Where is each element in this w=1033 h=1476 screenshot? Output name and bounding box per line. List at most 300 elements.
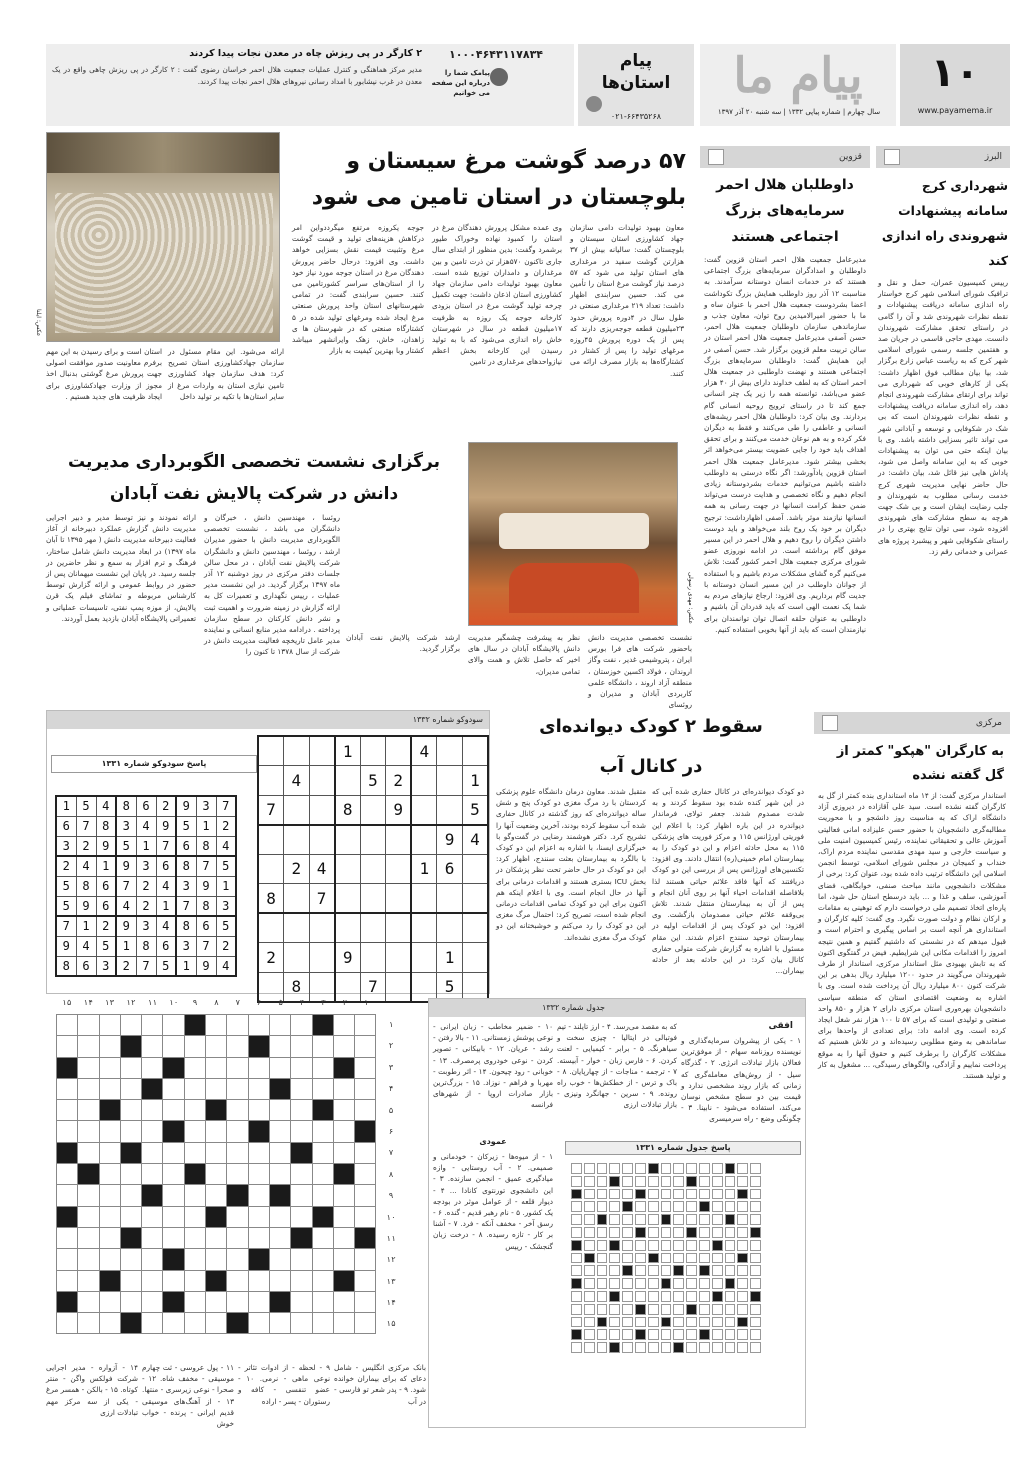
crossword-cell[interactable] <box>120 1206 141 1227</box>
grid-cell[interactable]: 8 <box>335 795 361 825</box>
crossword-cell[interactable] <box>184 1291 205 1312</box>
crossword-cell[interactable] <box>269 1227 290 1248</box>
answer-row <box>571 1240 761 1251</box>
crossword-cell[interactable] <box>248 1057 269 1078</box>
grid-cell[interactable] <box>462 736 488 766</box>
grid-cell[interactable]: 4 <box>284 766 309 796</box>
grid-cell[interactable] <box>411 766 437 796</box>
crossword-cell[interactable] <box>355 1313 376 1334</box>
crossword-cell[interactable] <box>99 1121 120 1142</box>
crossword-cell[interactable] <box>227 1121 248 1142</box>
crossword-cell[interactable] <box>57 1227 78 1248</box>
crossword-cell[interactable] <box>291 1206 312 1227</box>
crossword-cell[interactable] <box>291 1164 312 1185</box>
grid-cell[interactable]: 9 <box>386 795 412 825</box>
crossword-cell[interactable] <box>248 1313 269 1334</box>
crossword-cell[interactable] <box>227 1164 248 1185</box>
crossword-cell <box>163 1057 184 1078</box>
crossword-cell[interactable] <box>142 1036 163 1057</box>
crossword-cell[interactable] <box>206 1313 227 1334</box>
answer-cell <box>648 1240 659 1251</box>
grid-cell: 5 <box>176 816 196 836</box>
crossword-cell[interactable] <box>269 1249 290 1270</box>
crossword-cell[interactable] <box>291 1078 312 1099</box>
crossword-cell[interactable] <box>184 1249 205 1270</box>
crossword-cell[interactable] <box>248 1291 269 1312</box>
grid-cell[interactable] <box>411 943 437 973</box>
crossword-cell[interactable] <box>120 1078 141 1099</box>
crossword-cell[interactable] <box>227 1036 248 1057</box>
crossword-cell[interactable] <box>99 1291 120 1312</box>
crossword-cell[interactable] <box>312 1164 333 1185</box>
crossword-cell[interactable] <box>142 1015 163 1036</box>
crossword-cell[interactable] <box>206 1291 227 1312</box>
answer-cell <box>750 1201 761 1212</box>
grid-cell[interactable] <box>411 884 437 914</box>
crossword-cell[interactable] <box>142 1142 163 1163</box>
crossword-cell[interactable] <box>355 1078 376 1099</box>
crossword-cell[interactable] <box>57 1100 78 1121</box>
crossword-cell[interactable] <box>163 1227 184 1248</box>
crossword-cell[interactable] <box>206 1249 227 1270</box>
crossword-cell[interactable] <box>163 1206 184 1227</box>
grid-cell[interactable] <box>437 913 462 943</box>
crossword-cell[interactable] <box>78 1142 99 1163</box>
answer-cell <box>750 1189 761 1200</box>
grid-cell[interactable] <box>437 766 462 796</box>
crossword-cell[interactable] <box>248 1078 269 1099</box>
grid-cell[interactable]: 1 <box>437 943 462 973</box>
crossword-cell <box>312 1015 333 1036</box>
crossword-cell[interactable] <box>333 1313 354 1334</box>
crossword-cell[interactable] <box>333 1249 354 1270</box>
crossword-cell[interactable] <box>291 1291 312 1312</box>
crossword-cell[interactable] <box>163 1078 184 1099</box>
grid-cell: 3 <box>96 956 116 976</box>
grid-cell[interactable] <box>335 766 361 796</box>
crossword-cell[interactable] <box>78 1206 99 1227</box>
crossword-cell[interactable] <box>269 1121 290 1142</box>
crossword-cell[interactable] <box>355 1057 376 1078</box>
crossword-cell[interactable] <box>120 1121 141 1142</box>
crossword-cell[interactable] <box>184 1227 205 1248</box>
crossword-cell[interactable] <box>291 1185 312 1206</box>
crossword-cell[interactable] <box>78 1270 99 1291</box>
grid-cell[interactable]: 4 <box>462 825 488 855</box>
crossword-cell[interactable] <box>184 1121 205 1142</box>
grid-cell[interactable] <box>258 913 284 943</box>
crossword-cell[interactable] <box>227 1249 248 1270</box>
crossword-cell[interactable] <box>142 1249 163 1270</box>
crossword-cell[interactable] <box>142 1100 163 1121</box>
grid-cell[interactable] <box>386 943 412 973</box>
crossword-cell[interactable] <box>99 1142 120 1163</box>
crossword-cell[interactable] <box>184 1100 205 1121</box>
crossword-cell[interactable] <box>227 1227 248 1248</box>
crossword-cell[interactable] <box>142 1313 163 1334</box>
crossword-cell[interactable] <box>355 1142 376 1163</box>
grid-cell[interactable] <box>411 795 437 825</box>
crossword-cell[interactable] <box>333 1291 354 1312</box>
crossword-cell[interactable] <box>291 1015 312 1036</box>
crossword-cell[interactable] <box>269 1270 290 1291</box>
crossword-cell[interactable] <box>269 1057 290 1078</box>
crossword-cell[interactable] <box>184 1057 205 1078</box>
crossword-cell[interactable] <box>78 1015 99 1036</box>
crossword-cell[interactable] <box>142 1206 163 1227</box>
crossword-cell[interactable] <box>184 1078 205 1099</box>
crossword-row <box>57 1015 376 1036</box>
grid-cell[interactable] <box>462 913 488 943</box>
crossword-cell[interactable] <box>269 1100 290 1121</box>
crossword-cell[interactable] <box>57 1313 78 1334</box>
grid-cell[interactable] <box>411 825 437 855</box>
answer-cell <box>737 1214 748 1225</box>
grid-cell[interactable] <box>284 943 309 973</box>
crossword-cell[interactable] <box>355 1015 376 1036</box>
crossword-cell[interactable] <box>78 1291 99 1312</box>
crossword-cell[interactable] <box>248 1164 269 1185</box>
crossword-cell[interactable] <box>206 1015 227 1036</box>
issue-line: سال چهارم | شماره پیاپی ۱۳۳۲ | سه شنبه ۲۰ آذر ۱۳۹۷ <box>717 108 881 116</box>
crossword-cell[interactable] <box>78 1100 99 1121</box>
crossword-cell[interactable] <box>333 1227 354 1248</box>
crossword-cell[interactable] <box>142 1270 163 1291</box>
crossword-cell[interactable] <box>57 1249 78 1270</box>
crossword-cell[interactable] <box>248 1100 269 1121</box>
grid-cell[interactable]: 1 <box>411 854 437 884</box>
crossword-cell[interactable] <box>333 1142 354 1163</box>
crossword-cell[interactable] <box>163 1036 184 1057</box>
grid-cell[interactable] <box>411 913 437 943</box>
crossword-cell[interactable] <box>163 1015 184 1036</box>
crossword-cell[interactable] <box>78 1227 99 1248</box>
crossword-cell[interactable] <box>57 1121 78 1142</box>
grid-cell[interactable]: 5 <box>462 795 488 825</box>
crossword-cell[interactable] <box>312 1185 333 1206</box>
grid-cell[interactable] <box>284 795 309 825</box>
crossword-cell[interactable] <box>312 1057 333 1078</box>
crossword-cell[interactable] <box>57 1164 78 1185</box>
grid-cell[interactable]: 1 <box>335 736 361 766</box>
crossword-cell[interactable] <box>227 1015 248 1036</box>
section-title: پیام استان‌ها <box>601 51 671 93</box>
crossword-cell[interactable] <box>142 1227 163 1248</box>
grid-cell: 6 <box>196 916 216 936</box>
grid-cell[interactable] <box>309 943 335 973</box>
answer-cell <box>635 1342 646 1353</box>
sms-number: ۱۰۰۰۴۶۴۳۱۱۷۸۳۴ <box>449 48 543 61</box>
grid-cell[interactable] <box>284 825 309 855</box>
crossword-cell[interactable] <box>78 1121 99 1142</box>
crossword-cell[interactable] <box>78 1185 99 1206</box>
crossword-cell[interactable] <box>163 1185 184 1206</box>
crossword-cell[interactable] <box>312 1313 333 1334</box>
grid-cell[interactable]: 2 <box>386 766 412 796</box>
crossword-cell[interactable] <box>355 1291 376 1312</box>
crossword-cell[interactable] <box>184 1185 205 1206</box>
answer-cell <box>661 1227 672 1238</box>
crossword-cell[interactable] <box>355 1100 376 1121</box>
vertical-clues: ۱ - از میوه‌ها - زیرکان - خودمانی و صمیمی. ۲ - آب روستایی - وازه میادگیری عمیق - انجمن سازنده. ۳ - این دانشجوی تورنتوی کانادا ... ۴ - دیوار قلعه - از عوامل موثر در بودجه یک کشور. ۵ - نام رهبر قدیم - گنده. ۶ - رسق آخر - مخفف آنکه - فرد. ۷ - آشنا بر کار - تازه رسیده. ۸ - درخت زبان گنجشک - رییس <box>433 1152 554 1251</box>
crossword-cell[interactable] <box>291 1313 312 1334</box>
grid-cell: 3 <box>116 816 136 836</box>
grid-cell[interactable]: 7 <box>309 884 335 914</box>
crossword-cell[interactable] <box>142 1291 163 1312</box>
crossword-cell[interactable] <box>99 1057 120 1078</box>
crossword-cell[interactable] <box>227 1057 248 1078</box>
grid-cell[interactable] <box>437 795 462 825</box>
grid-cell[interactable]: 7 <box>360 972 385 1002</box>
crossword-cell <box>355 1227 376 1248</box>
crossword-grid[interactable] <box>56 1014 376 1334</box>
crossword-cell[interactable] <box>78 1078 99 1099</box>
grid-cell[interactable] <box>258 825 284 855</box>
grid-cell[interactable] <box>258 736 284 766</box>
answer-cell <box>584 1214 595 1225</box>
answer-cell <box>699 1291 710 1302</box>
crossword-cell[interactable] <box>163 1100 184 1121</box>
crossword-cell[interactable] <box>99 1185 120 1206</box>
grid-cell: 6 <box>96 876 116 896</box>
grid-cell[interactable] <box>309 913 335 943</box>
answer-cell <box>648 1317 659 1328</box>
crossword-cell[interactable] <box>291 1057 312 1078</box>
website[interactable]: www.payamema.ir <box>917 106 993 115</box>
crossword-cell[interactable] <box>248 1015 269 1036</box>
crossword-cell[interactable] <box>99 1078 120 1099</box>
crossword-cell[interactable] <box>248 1185 269 1206</box>
crossword-cell[interactable] <box>333 1206 354 1227</box>
answer-cell <box>648 1329 659 1340</box>
grid-cell[interactable]: 9 <box>335 943 361 973</box>
grid-cell[interactable] <box>360 736 385 766</box>
crossword-cell[interactable] <box>291 1121 312 1142</box>
crossword-cell[interactable] <box>355 1270 376 1291</box>
crossword-cell[interactable] <box>57 1270 78 1291</box>
crossword-cell[interactable] <box>333 1185 354 1206</box>
grid-cell[interactable] <box>462 943 488 973</box>
crossword-cell[interactable] <box>269 1142 290 1163</box>
crossword-cell[interactable] <box>248 1206 269 1227</box>
crossword-cell[interactable] <box>184 1313 205 1334</box>
crossword-cell[interactable] <box>355 1164 376 1185</box>
crossword-cell[interactable] <box>57 1036 78 1057</box>
crossword-answer-grid <box>569 1161 763 1355</box>
grid-cell[interactable] <box>309 766 335 796</box>
crossword-cell[interactable] <box>333 1078 354 1099</box>
crossword-cell[interactable] <box>269 1206 290 1227</box>
crossword-cell[interactable] <box>57 1015 78 1036</box>
crossword-cell[interactable] <box>78 1249 99 1270</box>
crossword-cell[interactable] <box>142 1164 163 1185</box>
crossword-cell[interactable] <box>312 1142 333 1163</box>
crossword-cell[interactable] <box>333 1100 354 1121</box>
crossword-cell[interactable] <box>57 1185 78 1206</box>
grid-cell[interactable]: 2 <box>258 943 284 973</box>
grid-cell[interactable]: 4 <box>309 854 335 884</box>
grid-cell[interactable] <box>360 913 385 943</box>
crossword-cell[interactable] <box>163 1164 184 1185</box>
crossword-cell[interactable] <box>99 1206 120 1227</box>
grid-cell[interactable] <box>437 884 462 914</box>
crossword-cell <box>312 1206 333 1227</box>
grid-cell[interactable]: 9 <box>437 825 462 855</box>
crossword-cell[interactable] <box>120 1100 141 1121</box>
crossword-cell[interactable] <box>333 1036 354 1057</box>
crossword-cell[interactable] <box>184 1270 205 1291</box>
crossword-cell[interactable] <box>333 1015 354 1036</box>
answer-cell <box>622 1201 633 1212</box>
crossword-cell[interactable] <box>120 1015 141 1036</box>
crossword-cell[interactable] <box>206 1227 227 1248</box>
grid-cell: 5 <box>96 936 116 956</box>
crossword-cell[interactable] <box>248 1270 269 1291</box>
column-number: ۶ <box>256 998 262 1007</box>
grid-cell[interactable] <box>284 884 309 914</box>
answer-cell <box>622 1227 633 1238</box>
qazvin-label: قزوین <box>839 152 862 162</box>
answer-cell <box>597 1253 608 1264</box>
grid-cell: 9 <box>156 816 176 836</box>
grid-cell: 8 <box>136 936 156 956</box>
grid-cell[interactable] <box>360 943 385 973</box>
crossword-cell[interactable] <box>120 1249 141 1270</box>
crossword-cell[interactable] <box>291 1036 312 1057</box>
crossword-cell[interactable] <box>206 1036 227 1057</box>
crossword-cell[interactable] <box>312 1036 333 1057</box>
crossword-cell[interactable] <box>291 1249 312 1270</box>
crossword-cell[interactable] <box>99 1227 120 1248</box>
crossword-cell[interactable] <box>163 1270 184 1291</box>
crossword-cell[interactable] <box>355 1185 376 1206</box>
crossword-cell[interactable] <box>120 1185 141 1206</box>
grid-cell[interactable]: 5 <box>437 972 462 1002</box>
grid-cell[interactable]: 6 <box>437 854 462 884</box>
crossword-cell[interactable] <box>99 1249 120 1270</box>
grid-cell[interactable]: 2 <box>284 854 309 884</box>
grid-cell[interactable] <box>462 854 488 884</box>
crossword-cell[interactable] <box>291 1270 312 1291</box>
crossword-cell[interactable] <box>163 1313 184 1334</box>
crossword-cell[interactable] <box>120 1057 141 1078</box>
crossword-cell <box>269 1185 290 1206</box>
crossword-cell[interactable] <box>312 1227 333 1248</box>
crossword-cell[interactable] <box>248 1142 269 1163</box>
grid-cell[interactable] <box>386 736 412 766</box>
crossword-cell[interactable] <box>78 1313 99 1334</box>
crossword-cell[interactable] <box>206 1121 227 1142</box>
crossword-cell[interactable] <box>142 1121 163 1142</box>
crossword-cell[interactable] <box>99 1036 120 1057</box>
crossword-cell[interactable] <box>142 1057 163 1078</box>
crossword-cell[interactable] <box>227 1206 248 1227</box>
crossword-cell[interactable] <box>78 1057 99 1078</box>
crossword-cell[interactable] <box>184 1142 205 1163</box>
crossword-cell[interactable] <box>312 1121 333 1142</box>
grid-cell[interactable]: 1 <box>462 766 488 796</box>
crossword-cell[interactable] <box>269 1313 290 1334</box>
grid-cell[interactable] <box>360 795 385 825</box>
crossword-cell[interactable] <box>333 1121 354 1142</box>
crossword-cell[interactable] <box>312 1078 333 1099</box>
crossword-cell[interactable] <box>206 1057 227 1078</box>
crossword-cell[interactable] <box>355 1206 376 1227</box>
crossword-cell[interactable] <box>227 1270 248 1291</box>
grid-cell[interactable] <box>360 825 385 855</box>
crossword-cell[interactable] <box>291 1100 312 1121</box>
crossword-cell[interactable] <box>312 1249 333 1270</box>
crossword-cell[interactable] <box>184 1206 205 1227</box>
grid-cell[interactable] <box>309 825 335 855</box>
crossword-cell[interactable] <box>227 1142 248 1163</box>
crossword-cell[interactable] <box>227 1078 248 1099</box>
crossword-cell[interactable] <box>227 1291 248 1312</box>
grid-cell[interactable] <box>462 884 488 914</box>
grid-cell[interactable] <box>284 736 309 766</box>
answer-cell <box>584 1317 595 1328</box>
crossword-cell[interactable] <box>355 1249 376 1270</box>
grid-cell[interactable] <box>284 913 309 943</box>
grid-cell[interactable] <box>309 736 335 766</box>
grid-row <box>56 956 236 976</box>
grid-cell[interactable]: 7 <box>258 795 284 825</box>
crossword-cell[interactable] <box>269 1164 290 1185</box>
grid-cell[interactable]: 8 <box>258 884 284 914</box>
grid-cell[interactable] <box>335 913 361 943</box>
crossword-cell[interactable] <box>269 1036 290 1057</box>
crossword-cell[interactable] <box>57 1078 78 1099</box>
grid-cell[interactable] <box>309 795 335 825</box>
grid-cell[interactable]: 8 <box>284 972 309 1002</box>
crossword-cell[interactable] <box>312 1270 333 1291</box>
crossword-cell[interactable] <box>99 1164 120 1185</box>
crossword-cell[interactable] <box>206 1078 227 1099</box>
grid-cell[interactable] <box>335 825 361 855</box>
crossword-cell[interactable] <box>227 1100 248 1121</box>
crossword-cell[interactable] <box>99 1313 120 1334</box>
crossword-cell[interactable] <box>206 1164 227 1185</box>
grid-cell[interactable] <box>386 854 412 884</box>
crossword-cell[interactable] <box>120 1270 141 1291</box>
crossword-cell[interactable] <box>206 1185 227 1206</box>
crossword-cell[interactable] <box>120 1164 141 1185</box>
grid-cell[interactable] <box>360 884 385 914</box>
crossword-cell[interactable] <box>99 1015 120 1036</box>
grid-cell[interactable] <box>386 825 412 855</box>
grid-cell[interactable] <box>258 854 284 884</box>
crossword-cell[interactable] <box>120 1291 141 1312</box>
crossword-cell[interactable] <box>248 1227 269 1248</box>
grid-cell[interactable]: 5 <box>360 766 385 796</box>
grid-cell[interactable] <box>360 854 385 884</box>
grid-cell[interactable] <box>335 854 361 884</box>
grid-cell[interactable] <box>335 884 361 914</box>
abadan-photo-credit: عکس: مهدی رسولی <box>687 571 694 624</box>
crossword-cell[interactable] <box>184 1036 205 1057</box>
grid-cell[interactable] <box>386 913 412 943</box>
grid-cell[interactable]: 4 <box>411 736 437 766</box>
grid-cell[interactable] <box>437 736 462 766</box>
crossword-cell[interactable] <box>269 1015 290 1036</box>
crossword-cell[interactable] <box>312 1291 333 1312</box>
crossword-cell[interactable] <box>163 1142 184 1163</box>
crossword-cell[interactable] <box>206 1142 227 1163</box>
grid-cell[interactable] <box>386 884 412 914</box>
crossword-cell[interactable] <box>355 1036 376 1057</box>
crossword-cell[interactable] <box>78 1036 99 1057</box>
grid-cell[interactable] <box>258 766 284 796</box>
